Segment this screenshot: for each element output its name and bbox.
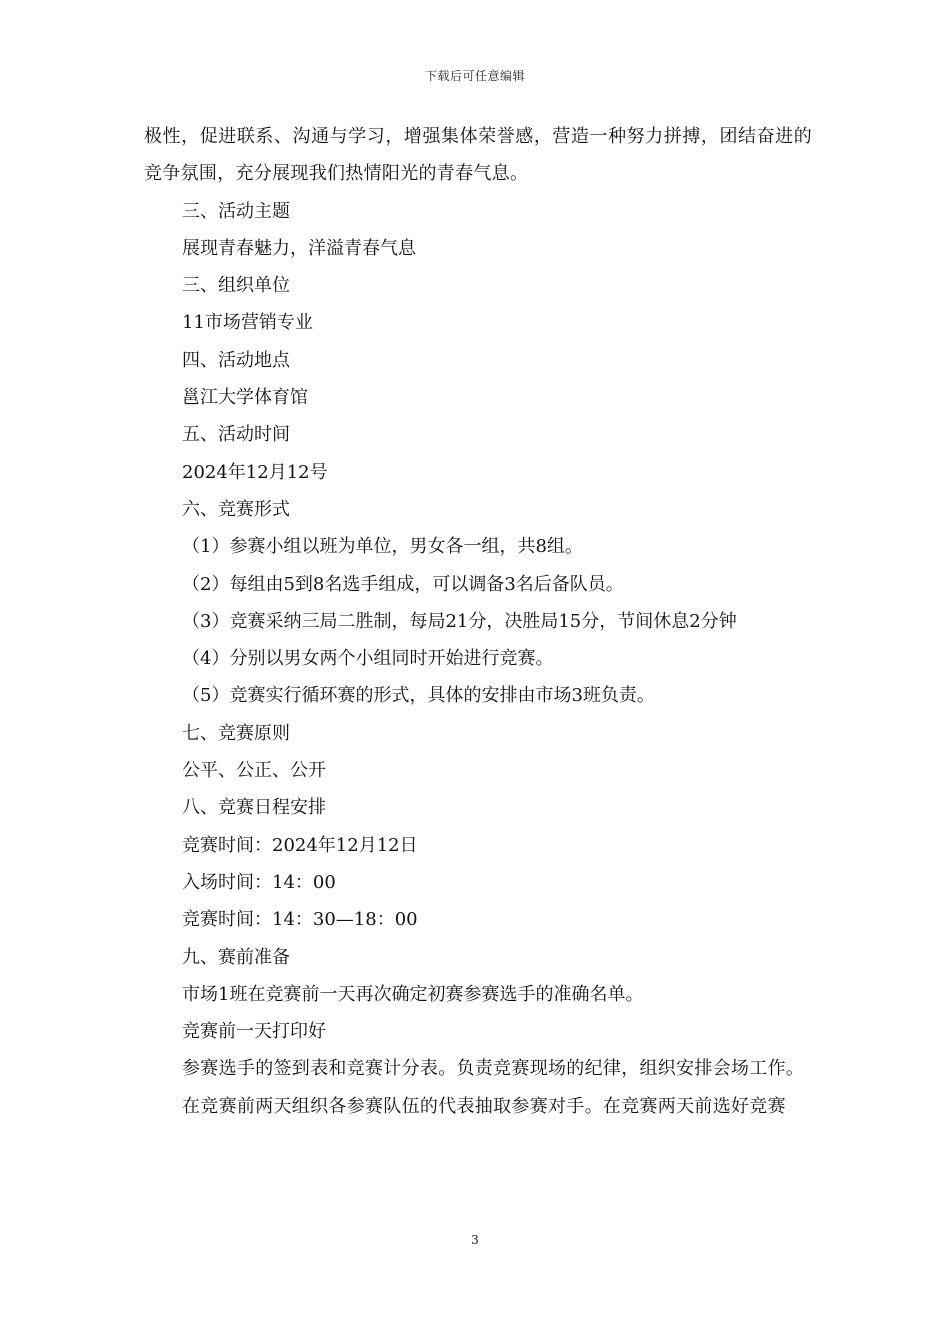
section-heading: 三、活动主题 [182, 200, 290, 222]
paragraph: 极性，促进联系、沟通与学习，增强集体荣誉感，营造一种努力拼搏，团结奋进的竞争氛围，充分展现我们热情阳光的青春气息。 [144, 126, 812, 185]
document-body [144, 118, 812, 1125]
list-item: （4）分别以男女两个小组同时开始进行竞赛。 [182, 648, 554, 670]
section-heading: 八、竞赛日程安排 [182, 797, 326, 819]
paragraph: 2024年12月12号 [182, 461, 328, 483]
section-heading: 四、活动地点 [182, 349, 290, 371]
list-item: （1）参赛小组以班为单位，男女各一组，共8组。 [182, 536, 583, 558]
paragraph: 11市场营销专业 [182, 312, 313, 334]
page-header: 下载后可任意编辑 [424, 69, 525, 83]
paragraph: 展现青春魅力，洋溢青春气息 [182, 237, 416, 259]
paragraph: 在竞赛前两天组织各参赛队伍的代表抽取参赛对手。在竞赛两天前选好竞赛 [182, 1095, 786, 1117]
list-item: （2）每组由5到8名选手组成，可以调备3名后备队员。 [182, 573, 624, 595]
section-heading: 三、组织单位 [182, 275, 290, 297]
section-heading: 五、活动时间 [182, 424, 290, 446]
list-item: （5）竞赛实行循环赛的形式，具体的安排由市场3班负责。 [182, 685, 655, 707]
paragraph: 市场1班在竞赛前一天再次确定初赛参赛选手的准确名单。 [182, 983, 644, 1005]
paragraph: 竞赛时间：14：30—18：00 [182, 909, 418, 931]
section-heading: 六、竞赛形式 [182, 498, 290, 520]
list-item: （3）竞赛采纳三局二胜制，每局21分，决胜局15分，节间休息2分钟 [182, 610, 737, 632]
paragraph: 竞赛时间：2024年12月12日 [182, 834, 418, 856]
page-number: 3 [471, 1233, 479, 1247]
paragraph: 邕江大学体育馆 [182, 387, 308, 409]
paragraph: 公平、公正、公开 [182, 760, 326, 782]
section-heading: 七、竞赛原则 [182, 722, 290, 744]
paragraph: 竞赛前一天打印好 [182, 1021, 326, 1043]
paragraph: 入场时间：14：00 [182, 871, 336, 893]
section-heading: 九、赛前准备 [182, 946, 290, 968]
paragraph: 参赛选手的签到表和竞赛计分表。负责竞赛现场的纪律，组织安排会场工作。 [182, 1058, 805, 1080]
